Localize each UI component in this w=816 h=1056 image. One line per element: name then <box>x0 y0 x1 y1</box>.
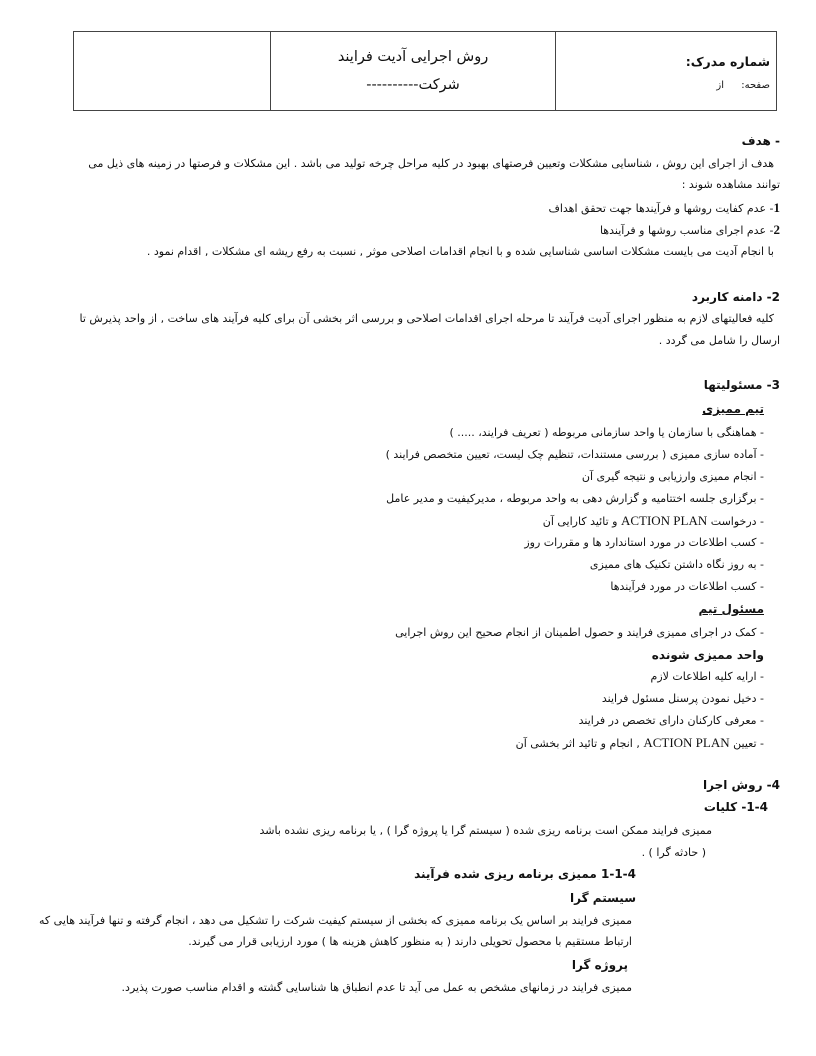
scope-paragraph-line2: ارسال را شامل می گردد . <box>658 334 780 347</box>
audit-team-item-4: - برگزاری جلسه اختتامیه و گزارش دهی به واحد مربوطه ، مدیرکیفیت و مدیر عامل <box>386 492 764 505</box>
audit-team-item-1: - هماهنگی با سازمان یا واحد سازمانی مربوطه ( تعریف فرایند، ..... ) <box>449 426 764 439</box>
goal-item-1 <box>548 200 780 216</box>
audited-unit-item-4 <box>516 735 764 751</box>
scope-paragraph-line1: کلیه فعالیتهای لازم به منظور اجرای آدیت فرآیند تا مرحله اجرای اقدامات اصلاحی و بررسی اثر بخشی آن برای کلیه فرآیند های ساخت , از واحد پذیرش تا <box>79 312 774 325</box>
action-plan-text: ACTION PLAN <box>620 513 708 528</box>
header-logo-cell <box>74 32 270 110</box>
goal-paragraph-line1: هدف از اجرای این روش ، شناسایی مشکلات وتعیین فرصتهای بهبود در کلیه مراحل چرخه تولید می باشد . این مشکلات و فرصتها در زمینه های ذیل می <box>88 157 774 170</box>
doc-number-label: شماره مدرک: <box>685 54 770 69</box>
audit-team-item-6: - کسب اطلاعات در مورد استاندارد ها و مقررات روز <box>524 536 764 549</box>
audited-unit-item-3: - معرفی کارکنان دارای تخصص در فرایند <box>578 714 764 727</box>
company-name: شرکت---------- <box>366 77 460 93</box>
header-table <box>73 31 777 111</box>
audited-unit-item-1: - ارایه کلیه اطلاعات لازم <box>650 670 764 683</box>
planned-audit-heading: 1-1-4 ممیزی برنامه ریزی شده فرآیند <box>414 867 636 881</box>
team-lead-item-1: - کمک در اجرای ممیزی فرایند و حصول اطمینان از انجام صحیح این روش اجرایی <box>395 626 764 639</box>
page-of-label: از <box>716 80 724 91</box>
audit-team-item-3: - انجام ممیزی وارزیابی و نتیجه گیری آن <box>581 470 764 483</box>
system-oriented-line1: ممیزی فرایند بر اساس یک برنامه ممیزی که بخشی از سیستم کیفیت شرکت را تشکیل می دهد ، انجام گرفته و تنها فرآیند هایی که <box>39 914 632 927</box>
section-procedure-heading: 4- روش اجرا <box>703 778 780 792</box>
goal-item-2 <box>600 222 780 238</box>
goal-item-2-number: 2 <box>773 222 780 237</box>
audited-unit-heading: واحد ممیزی شونده <box>651 648 764 662</box>
audit-team-item-5-prefix: - درخواست <box>710 515 764 528</box>
header-docinfo-cell <box>555 32 776 110</box>
general-paragraph-line2: ( حادثه گرا ) . <box>641 846 706 859</box>
document-title: روش اجرایی آدیت فرایند <box>337 49 489 65</box>
audit-team-heading: تیم ممیزی <box>702 402 764 416</box>
goal-item-1-text: - عدم کفایت روشها و فرآیندها جهت تحقق اهداف <box>548 202 774 215</box>
audited-unit-item-4-suffix: , انجام و تائید اثر بخشی آن <box>515 737 640 750</box>
section-responsibilities-heading: 3- مسئولیتها <box>703 378 780 392</box>
audit-team-item-8: - کسب اطلاعات در مورد فرآیندها <box>610 580 764 593</box>
goal-item-1-number: 1 <box>773 200 780 215</box>
audit-team-item-2: - آماده سازی ممیزی ( بررسی مستندات، تنظیم چک لیست، تعیین متخصص فرایند ) <box>385 448 764 461</box>
page-label: صفحه: <box>741 80 770 91</box>
action-plan-text-2: ACTION PLAN <box>643 735 730 750</box>
goal-item-2-text: - عدم اجرای مناسب روشها و فرآیندها <box>599 224 774 237</box>
audited-unit-item-2: - دخیل نمودن پرسنل مسئول فرایند <box>601 692 764 705</box>
project-oriented-heading: پروژه گرا <box>571 958 628 972</box>
section-goal-heading: - هدف <box>741 134 780 148</box>
audit-team-item-5-suffix: و تائید کارایی آن <box>542 515 618 528</box>
audit-team-item-7: - به روز نگاه داشتن تکنیک های ممیزی <box>589 558 764 571</box>
audit-team-item-5 <box>543 513 764 529</box>
system-oriented-heading: سیستم گرا <box>570 891 636 905</box>
team-lead-heading: مسئول تیم <box>698 602 764 616</box>
audited-unit-item-4-prefix: - تعیین <box>733 737 764 750</box>
goal-paragraph-line2: توانند مشاهده شوند : <box>681 178 780 191</box>
project-oriented-line1: ممیزی فرایند در زمانهای مشخص به عمل می آید تا عدم انطباق ها شناسایی گشته و اقدام مناسب صورت پذیرد. <box>121 981 632 994</box>
general-paragraph-line1: ممیزی فرایند ممکن است برنامه ریزی شده ( سیستم گرا یا پروژه گرا ) , یا برنامه ریزی نشده باشد <box>259 824 712 837</box>
header-title-cell <box>270 32 554 110</box>
section-scope-heading: 2- دامنه کاربرد <box>691 290 780 304</box>
general-heading: 1-4- کلیات <box>703 800 768 814</box>
system-oriented-line2: ارتباط مستقیم با محصول تحویلی دارند ( به منظور کاهش هزینه ها ) مورد ارزیابی قرار می گیرند. <box>188 935 632 948</box>
goal-closing: با انجام آدیت می بایست مشکلات اساسی شناسایی شده و با انجام اقدامات اصلاحی موثر , نسبت به رفع ریشه ای مشکلات , اقدام نمود . <box>146 245 774 258</box>
